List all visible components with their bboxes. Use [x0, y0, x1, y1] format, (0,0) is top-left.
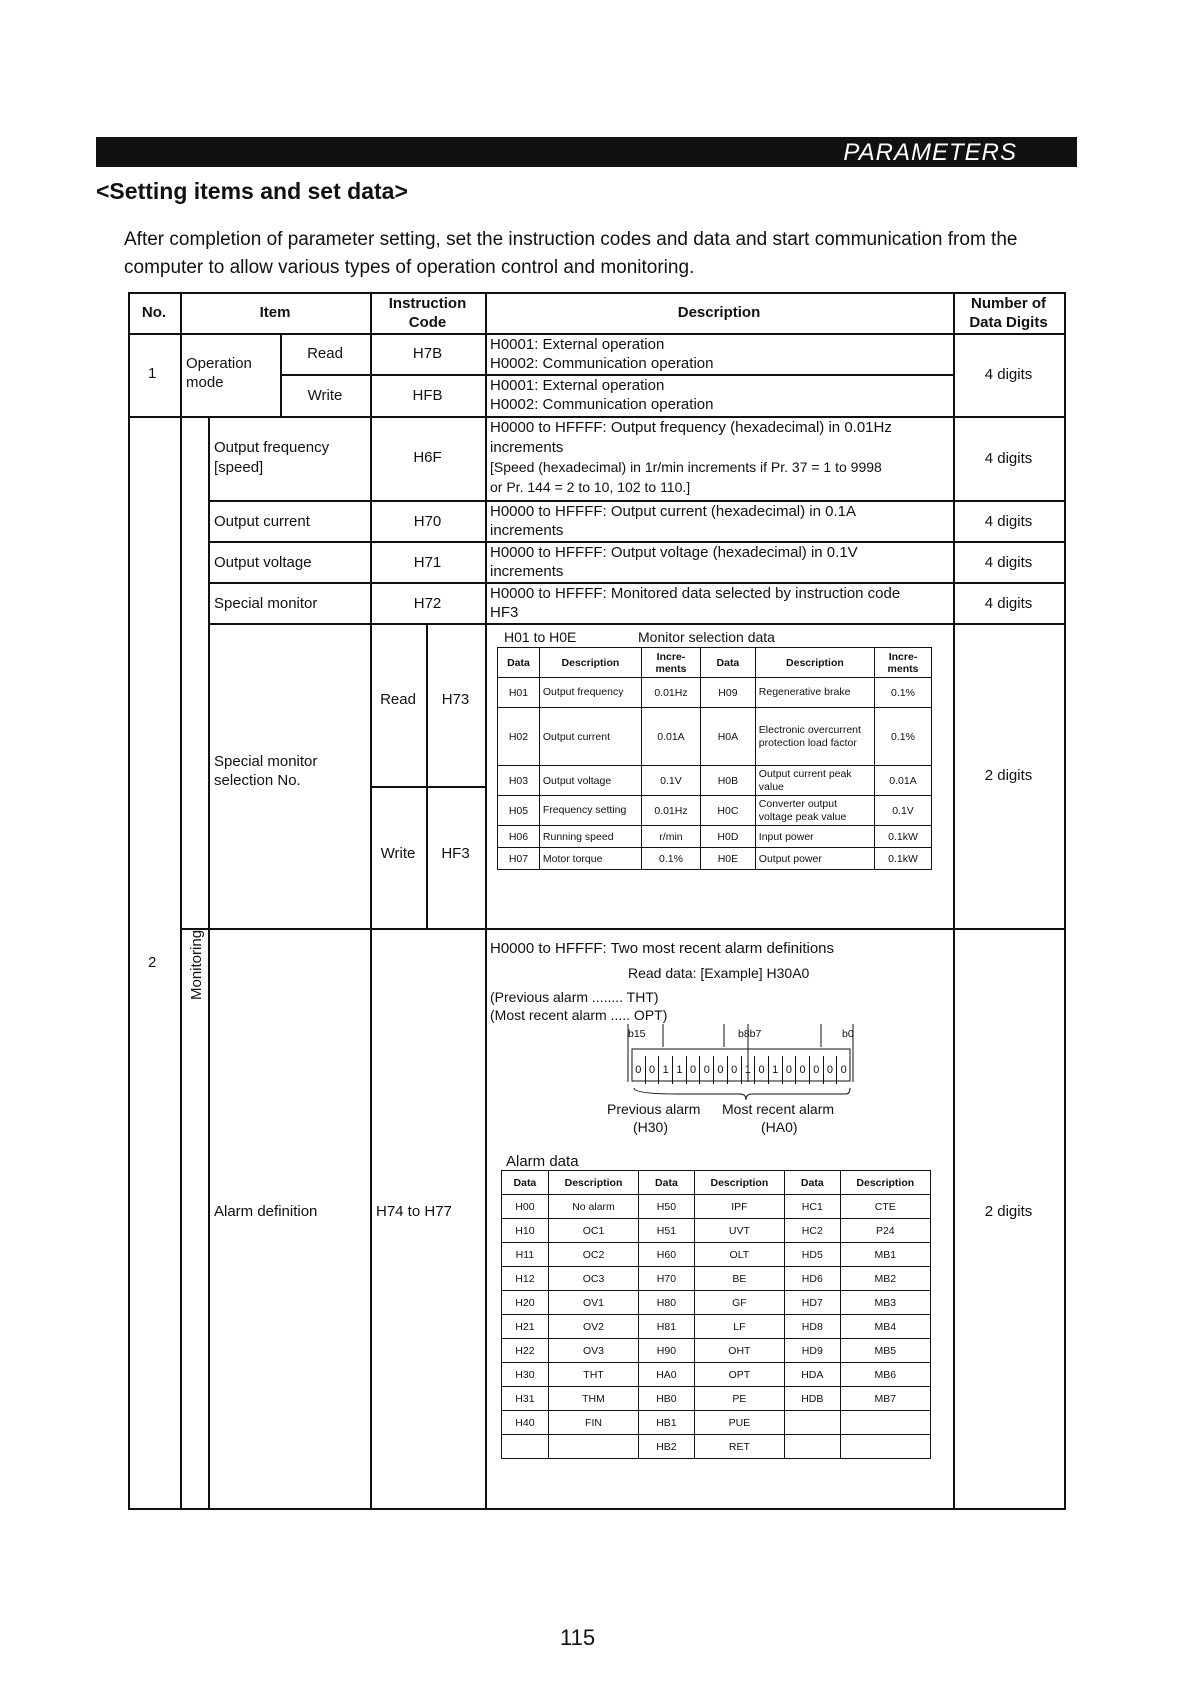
row1-read: Read: [307, 345, 343, 362]
msel-head-incr2: Incre-ments: [875, 648, 932, 678]
alarm-head-data2: Data: [639, 1171, 695, 1195]
header-item: Item: [259, 304, 291, 321]
msel-cell: H0A: [701, 708, 756, 766]
special-monitor-code: H72: [413, 595, 442, 612]
msel-cell: 0.01Hz: [641, 796, 700, 826]
msel-cell: 0.01A: [875, 766, 932, 796]
alarm-cell: RET: [694, 1435, 784, 1459]
msel-head-data1: Data: [498, 648, 540, 678]
msel-cell: 0.1V: [641, 766, 700, 796]
output-frequency-desc1: H0000 to HFFFF: Output frequency (hexadecimal) in 0.01Hz: [490, 419, 892, 436]
alarm-cell: OV3: [548, 1339, 638, 1363]
special-sel-digits: 2 digits: [984, 767, 1033, 784]
alarm-cell: HB0: [639, 1387, 695, 1411]
special-sel-read: Read: [380, 691, 416, 708]
alarm-cell: MB6: [840, 1363, 930, 1387]
msel-cell: r/min: [641, 826, 700, 848]
special-monitor-desc2: HF3: [490, 604, 519, 621]
alarm-cell: No alarm: [548, 1195, 638, 1219]
alarm-cell: OV2: [548, 1315, 638, 1339]
row1-no: 1: [148, 365, 157, 382]
alarm-cell: HA0: [639, 1363, 695, 1387]
msel-cell: Output frequency: [539, 678, 641, 708]
bit-cell: 0: [782, 1056, 796, 1084]
alarm-table-row: [502, 1291, 931, 1315]
output-current-code: H70: [413, 513, 442, 530]
parameter-table: [128, 292, 1066, 1510]
output-frequency-code: H6F: [413, 449, 442, 466]
alarm-cell: MB5: [840, 1339, 930, 1363]
alarm-cell: H51: [639, 1219, 695, 1243]
special-sel-caption-left: H01 to H0E: [504, 629, 577, 645]
alarm-table-row: [502, 1267, 931, 1291]
alarm-cell: GF: [694, 1291, 784, 1315]
output-frequency-desc3: [Speed (hexadecimal) in 1r/min increments if Pr. 37 = 1 to 9998: [490, 459, 882, 475]
output-current-name: Output current: [214, 513, 310, 530]
header-no: No.: [141, 304, 167, 321]
row1-item: Operation mode: [186, 355, 252, 391]
alarm-data-caption: Alarm data: [506, 1153, 579, 1170]
alarm-cell: IPF: [694, 1195, 784, 1219]
special-monitor-name: Special monitor: [214, 595, 318, 612]
output-voltage-name: Output voltage: [214, 554, 312, 571]
msel-cell: H02: [498, 708, 540, 766]
output-frequency-name: Output frequency: [214, 439, 330, 456]
alarm-cell: OC3: [548, 1267, 638, 1291]
row1-read-desc1: H0001: External operation: [490, 336, 665, 353]
alarm-table-row: [502, 1387, 931, 1411]
alarm-cell: [840, 1435, 930, 1459]
header-description: Description: [677, 304, 761, 321]
alarm-cell: OV1: [548, 1291, 638, 1315]
alarm-cell: MB4: [840, 1315, 930, 1339]
alarm-line2: Read data: [Example] H30A0: [628, 965, 810, 981]
special-sel-name2: selection No.: [214, 772, 301, 789]
row1-write-code: HFB: [412, 387, 443, 404]
section-banner: [96, 137, 1077, 167]
prev-alarm-label: Previous alarm: [607, 1101, 701, 1117]
row1-digits: 4 digits: [984, 366, 1033, 383]
alarm-cell: HB1: [639, 1411, 695, 1435]
msel-cell: Input power: [755, 826, 874, 848]
prev-alarm-code: (H30): [633, 1119, 669, 1135]
alarm-table-row: [502, 1219, 931, 1243]
special-sel-read-code: H73: [441, 691, 470, 708]
bit-row: [632, 1056, 850, 1084]
msel-head-incr1: Incre-ments: [641, 648, 700, 678]
alarm-table-row: [502, 1435, 931, 1459]
bit-cell: 0: [809, 1056, 823, 1084]
msel-cell: Output voltage: [539, 766, 641, 796]
alarm-table-row: [502, 1195, 931, 1219]
alarm-table-row: [502, 1243, 931, 1267]
row2-no: 2: [148, 954, 157, 971]
alarm-cell: HD9: [785, 1339, 841, 1363]
alarm-cell: H90: [639, 1339, 695, 1363]
alarm-cell: PUE: [694, 1411, 784, 1435]
alarm-data-table: [501, 1170, 931, 1459]
msel-cell: 0.1kW: [875, 826, 932, 848]
bit-cell: 0: [754, 1056, 768, 1084]
alarm-cell: HB2: [639, 1435, 695, 1459]
msel-cell: H01: [498, 678, 540, 708]
msel-cell: 0.1%: [875, 708, 932, 766]
output-frequency-desc4: or Pr. 144 = 2 to 10, 102 to 110.]: [490, 479, 691, 495]
msel-cell: Output power: [755, 848, 874, 870]
alarm-cell: MB7: [840, 1387, 930, 1411]
alarm-cell: H50: [639, 1195, 695, 1219]
alarm-cell: FIN: [548, 1411, 638, 1435]
row1-write-desc2: H0002: Communication operation: [490, 396, 714, 413]
alarm-cell: P24: [840, 1219, 930, 1243]
bit-cell: 0: [699, 1056, 713, 1084]
bit-cell: 1: [741, 1056, 755, 1084]
section-title: <Setting items and set data>: [96, 178, 408, 204]
msel-head-desc2: Description: [755, 648, 874, 678]
alarm-line4: (Most recent alarm ..... OPT): [490, 1007, 668, 1023]
alarm-cell: LF: [694, 1315, 784, 1339]
alarm-cell: HDA: [785, 1363, 841, 1387]
alarm-head-desc1: Description: [548, 1171, 638, 1195]
alarm-cell: H00: [502, 1195, 549, 1219]
msel-cell: H0D: [701, 826, 756, 848]
msel-cell: 0.01A: [641, 708, 700, 766]
bit-cell: 0: [713, 1056, 727, 1084]
alarm-table-row: [502, 1411, 931, 1435]
row1-write-desc1: H0001: External operation: [490, 377, 665, 394]
alarm-table-row: [502, 1315, 931, 1339]
bit-cell: 0: [795, 1056, 809, 1084]
alarm-cell: HD8: [785, 1315, 841, 1339]
alarm-cell: H80: [639, 1291, 695, 1315]
alarm-cell: OC2: [548, 1243, 638, 1267]
alarm-cell: HC1: [785, 1195, 841, 1219]
msel-head-data2: Data: [701, 648, 756, 678]
output-current-desc1: H0000 to HFFFF: Output current (hexadecimal) in 0.1A: [490, 503, 856, 520]
alarm-digits: 2 digits: [984, 1203, 1033, 1220]
output-current-digits: 4 digits: [984, 513, 1033, 530]
alarm-head-data1: Data: [502, 1171, 549, 1195]
output-voltage-desc1: H0000 to HFFFF: Output voltage (hexadecimal) in 0.1V: [490, 544, 858, 561]
msel-cell: 0.1%: [641, 848, 700, 870]
alarm-cell: OLT: [694, 1243, 784, 1267]
banner-title: PARAMETERS: [843, 139, 1017, 166]
msel-cell: H07: [498, 848, 540, 870]
alarm-cell: OHT: [694, 1339, 784, 1363]
special-sel-write-code: HF3: [441, 845, 470, 862]
alarm-cell: MB1: [840, 1243, 930, 1267]
bit-cell: 0: [686, 1056, 700, 1084]
alarm-cell: [840, 1411, 930, 1435]
alarm-cell: H22: [502, 1339, 549, 1363]
msel-cell: Frequency setting: [539, 796, 641, 826]
bit-cell: 1: [658, 1056, 672, 1084]
bit-label-b8b7: b8b7: [738, 1028, 762, 1040]
msel-cell: H03: [498, 766, 540, 796]
alarm-cell: H40: [502, 1411, 549, 1435]
recent-alarm-code: (HA0): [761, 1119, 798, 1135]
alarm-line1: H0000 to HFFFF: Two most recent alarm definitions: [490, 940, 835, 957]
alarm-cell: CTE: [840, 1195, 930, 1219]
msel-cell: Output current peak value: [755, 766, 874, 796]
output-voltage-desc2: increments: [490, 563, 564, 580]
alarm-cell: [785, 1435, 841, 1459]
special-sel-caption-right: Monitor selection data: [638, 629, 775, 645]
alarm-code: H74 to H77: [376, 1203, 452, 1220]
header-digits: Number of Data Digits: [969, 295, 1048, 331]
special-sel-write: Write: [380, 845, 416, 862]
msel-cell: Converter output voltage peak value: [755, 796, 874, 826]
alarm-cell: H11: [502, 1243, 549, 1267]
monitoring-label: Monitoring: [188, 929, 205, 1000]
row1-read-desc2: H0002: Communication operation: [490, 355, 714, 372]
alarm-cell: HDB: [785, 1387, 841, 1411]
alarm-cell: MB2: [840, 1267, 930, 1291]
row1-read-code: H7B: [412, 345, 443, 362]
alarm-table-row: [502, 1363, 931, 1387]
monitor-selection-table: [497, 647, 932, 870]
special-monitor-digits: 4 digits: [984, 595, 1033, 612]
bit-cell: 0: [727, 1056, 741, 1084]
alarm-cell: H31: [502, 1387, 549, 1411]
bit-cell: 0: [823, 1056, 837, 1084]
alarm-head-desc3: Description: [840, 1171, 930, 1195]
alarm-cell: THT: [548, 1363, 638, 1387]
msel-cell: Output current: [539, 708, 641, 766]
alarm-name: Alarm definition: [214, 1203, 318, 1220]
alarm-cell: H81: [639, 1315, 695, 1339]
msel-cell: H0E: [701, 848, 756, 870]
alarm-cell: H20: [502, 1291, 549, 1315]
msel-cell: H06: [498, 826, 540, 848]
alarm-cell: H21: [502, 1315, 549, 1339]
alarm-cell: THM: [548, 1387, 638, 1411]
bit-label-b15: b15: [628, 1028, 646, 1040]
alarm-cell: MB3: [840, 1291, 930, 1315]
bit-cell: 0: [836, 1056, 850, 1084]
alarm-cell: HD6: [785, 1267, 841, 1291]
output-voltage-digits: 4 digits: [984, 554, 1033, 571]
bit-label-b0: b0: [842, 1028, 854, 1040]
intro-paragraph: After completion of parameter setting, set the instruction codes and data and start communication from the computer to allow various types of operation control and monitoring.: [124, 229, 1018, 278]
bit-cell: 0: [635, 1064, 642, 1076]
msel-cell: H0C: [701, 796, 756, 826]
row1-write: Write: [307, 387, 343, 404]
alarm-cell: H70: [639, 1267, 695, 1291]
alarm-cell: OPT: [694, 1363, 784, 1387]
alarm-cell: BE: [694, 1267, 784, 1291]
msel-cell: 0.1V: [875, 796, 932, 826]
alarm-cell: H30: [502, 1363, 549, 1387]
alarm-cell: HD5: [785, 1243, 841, 1267]
recent-alarm-label: Most recent alarm: [722, 1101, 835, 1117]
alarm-cell: PE: [694, 1387, 784, 1411]
msel-cell: H05: [498, 796, 540, 826]
bit-cell: 1: [672, 1056, 686, 1084]
header-code: Instruction Code: [388, 295, 467, 331]
output-frequency-name2: [speed]: [214, 459, 264, 476]
msel-cell: Motor torque: [539, 848, 641, 870]
alarm-line3: (Previous alarm ........ THT): [490, 989, 659, 1005]
bit-cell: 1: [768, 1056, 782, 1084]
alarm-head-data3: Data: [785, 1171, 841, 1195]
msel-cell: Electronic overcurrent protection load factor: [755, 708, 874, 766]
alarm-head-desc2: Description: [694, 1171, 784, 1195]
alarm-cell: [785, 1411, 841, 1435]
alarm-cell: HD7: [785, 1291, 841, 1315]
alarm-table-row: [502, 1339, 931, 1363]
alarm-cell: HC2: [785, 1219, 841, 1243]
alarm-cell: [548, 1435, 638, 1459]
bit-cell: 0: [645, 1056, 659, 1084]
special-sel-name: Special monitor: [214, 753, 318, 770]
msel-cell: 0.1%: [875, 678, 932, 708]
msel-cell: Regenerative brake: [755, 678, 874, 708]
output-voltage-code: H71: [413, 554, 442, 571]
output-current-desc2: increments: [490, 522, 564, 539]
alarm-cell: [502, 1435, 549, 1459]
alarm-cell: H10: [502, 1219, 549, 1243]
alarm-cell: OC1: [548, 1219, 638, 1243]
msel-cell: 0.01Hz: [641, 678, 700, 708]
special-monitor-desc1: H0000 to HFFFF: Monitored data selected by instruction code: [490, 585, 901, 602]
alarm-cell: UVT: [694, 1219, 784, 1243]
msel-cell: Running speed: [539, 826, 641, 848]
output-frequency-digits: 4 digits: [984, 450, 1033, 467]
output-frequency-desc2: increments: [490, 439, 564, 456]
msel-head-desc1: Description: [539, 648, 641, 678]
alarm-cell: H12: [502, 1267, 549, 1291]
msel-cell: H0B: [701, 766, 756, 796]
msel-cell: 0.1kW: [875, 848, 932, 870]
alarm-cell: H60: [639, 1243, 695, 1267]
page-number: 115: [560, 1625, 596, 1650]
msel-cell: H09: [701, 678, 756, 708]
